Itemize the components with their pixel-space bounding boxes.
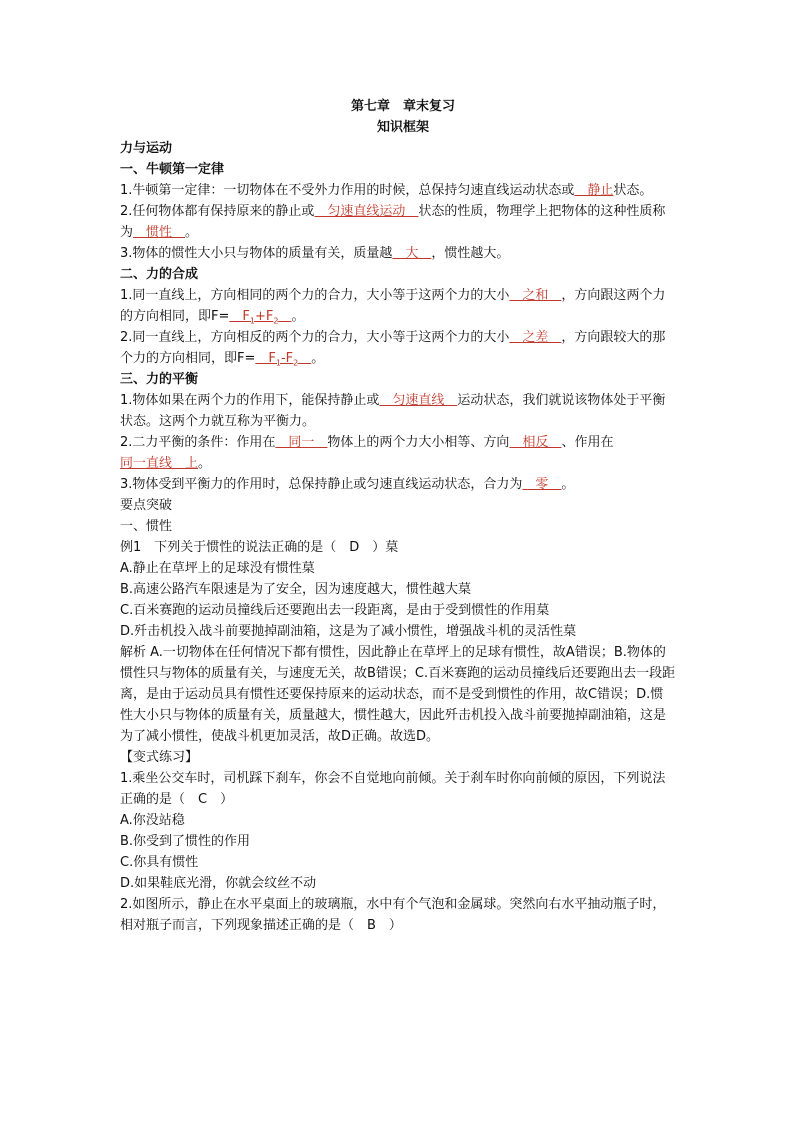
answer-blank: 静止 — [574, 183, 614, 198]
heading-force-balance: 三、力的平衡 — [120, 372, 199, 387]
paragraph-newton-1: 1.牛顿第一定律：一切物体在不受外力作用的时候，总保持匀速直线运动状态或 静止状态。 — [120, 183, 653, 198]
example-1-question: 例1 下列关于惯性的说法正确的是（ D ）菒 — [120, 540, 399, 555]
answer-blank: 惯性 — [133, 225, 186, 240]
document-page — [120, 96, 676, 936]
section-subtitle: 知识框架 — [376, 120, 429, 135]
topic-heading: 力与运动 — [120, 141, 173, 156]
answer-blank: 匀速直线运动 — [314, 204, 419, 219]
practice-1-option-c: C.你具有惯性 — [120, 855, 199, 870]
answer-blank: 之和 — [509, 288, 562, 303]
paragraph-newton-2: 2.任何物体都有保持原来的静止或 匀速直线运动 状态的性质，物理学上把物体的这种性质称为 惯性 。 — [120, 204, 666, 240]
heading-force-composition: 二、力的合成 — [120, 267, 199, 282]
answer-blank: 同一直线 上 — [120, 456, 199, 471]
chapter-title: 第七章 章末复习 — [350, 99, 455, 114]
answer-blank: 同一 — [275, 435, 328, 450]
example-1-option-a: A.静止在草坪上的足球没有惯性菒 — [120, 561, 315, 576]
paragraph-composition-1: 1.同一直线上，方向相同的两个力的合力，大小等于这两个力的大小 之和 ，方向跟这两个力的方向相同，即F= $F_1+F_2$ 。 — [120, 288, 666, 326]
practice-1-option-b: B.你受到了惯性的作用 — [120, 834, 251, 849]
keypoints-heading: 要点突破 — [120, 498, 173, 513]
paragraph-composition-2: 2.同一直线上，方向相反的两个力的合力，大小等于这两个力的大小 之差 ，方向跟较大的那个力的方向相同，即F= $F_1-F_2$ 。 — [120, 330, 666, 368]
formula-blank: $F_1+F_2$ — [229, 309, 279, 326]
example-1-option-d: D.歼击机投入战斗前要抛掉副油箱，这是为了减小惯性，增强战斗机的灵活性菒 — [120, 624, 577, 639]
practice-1-option-a: A.你没站稳 — [120, 813, 185, 828]
practice-1-stem: 1.乘坐公交车时，司机踩下刹车，你会不自觉地向前倾。关于刹车时你向前倾的原因，下列说法正确的是（ C ） — [120, 771, 666, 807]
paragraph-newton-3: 3.物体的惯性大小只与物体的质量有关，质量越 大 ，惯性越大。 — [120, 246, 510, 261]
example-1-option-c: C.百米赛跑的运动员撞线后还要跑出去一段距离，是由于受到惯性的作用菒 — [120, 603, 550, 618]
heading-newton-first-law: 一、牛顿第一定律 — [120, 162, 225, 177]
answer-blank: 零 — [522, 477, 562, 492]
practice-1-option-d: D.如果鞋底光滑，你就会纹丝不动 — [120, 876, 317, 891]
practice-2-stem: 2.如图所示，静止在水平桌面上的玻璃瓶，水中有个气泡和金属球。突然向右水平抽动瓶子时，相对瓶子而言，下列现象描述正确的是（ B ） — [120, 897, 666, 933]
example-1-option-b: B.高速公路汽车限速是为了安全，因为速度越大，惯性越大菒 — [120, 582, 472, 597]
paragraph-balance-1: 1.物体如果在两个力的作用下，能保持静止或 匀速直线 运动状态，我们就说该物体处于平衡状态。这两个力就互称为平衡力。 — [120, 393, 666, 429]
answer-blank: 之差 — [509, 330, 562, 345]
keypoints-subheading-inertia: 一、惯性 — [120, 519, 173, 534]
paragraph-balance-3: 3.物体受到平衡力的作用时，总保持静止或匀速直线运动状态，合力为 零 。 — [120, 477, 575, 492]
answer-blank: 相反 — [509, 435, 562, 450]
answer-blank: 大 — [392, 246, 432, 261]
practice-heading: 【变式练习】 — [120, 750, 199, 765]
formula-blank: $F_1-F_2$ — [255, 351, 299, 368]
example-1-analysis: 解析 A.一切物体在任何情况下都有惯性，因此静止在草坪上的足球有惯性，故A错误；B.物体的惯性只与物体的质量有关，与速度无关，故B错误；C.百米赛跑的运动员撞线后还要跑出去一段距离，是由于运动员具有惯性还要保持原来的运动状态，而不是受到惯性的作用，故C错误；D.惯性大小只与物体的质量有关，质量越大，惯性越大，因此歼击机投入战斗前要抛掉副油箱，这是为了减小惯性，使战斗机更加灵活，故D正确。故选D。 — [120, 645, 676, 744]
paragraph-balance-2: 2.二力平衡的条件：作用在 同一 物体上的两个力大小相等、方向 相反 、作用在同一直线 上。 — [120, 435, 614, 471]
answer-blank: 匀速直线 — [379, 393, 458, 408]
